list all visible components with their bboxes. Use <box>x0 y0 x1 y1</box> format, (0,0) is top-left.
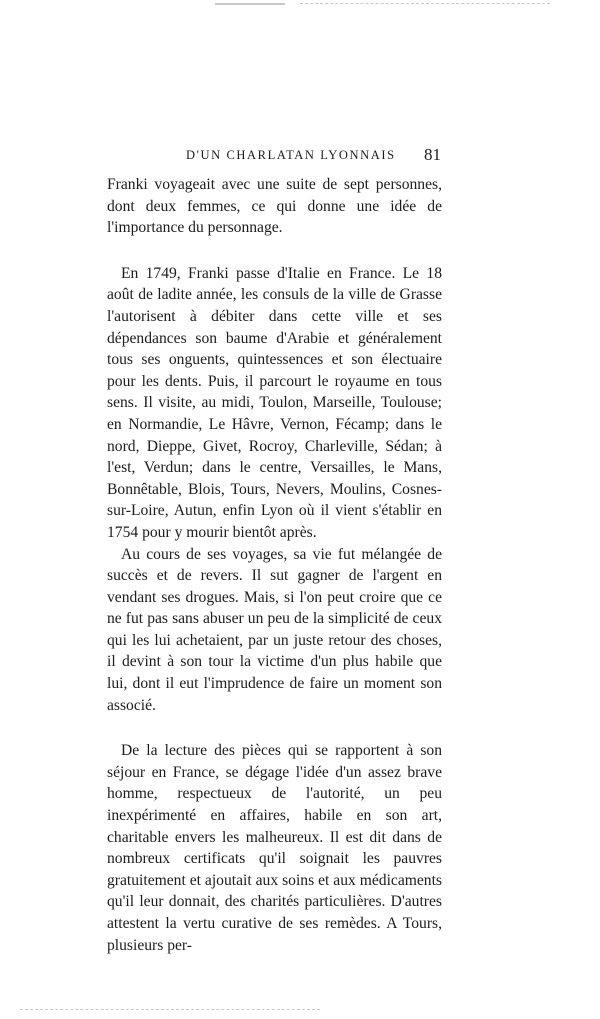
body-text <box>107 174 442 956</box>
paragraph-3: Au cours de ses voyages, sa vie fut mélangée de succès et de revers. Il sut gagner de l'argent en vendant ses drogues. Mais, si l'on peut croire que ce ne fut pas sans abuser un peu de la simplicité de ceux qui les lui achetaient, par un juste retour des choses, il devint à son tour la victime d'un plus habile que lui, dont il eut l'imprudence de faire un moment son associé. <box>107 545 442 714</box>
paragraph-2: En 1749, Franki passe d'Italie en France. Le 18 août de ladite année, les consuls de la ville de Grasse l'autorisent à débiter dans cette ville et ses dépendances son baume d'Arabie et généralement tous ses onguents, quintessences et son électuaire pour les dents. Puis, il parcourt le royaume en tous sens. Il visite, au midi, Toulon, Marseille, Toulouse; en Normandie, Le Hâvre, Vernon, Fécamp; dans le nord, Dieppe, Givet, Rocroy, Charleville, Sédan; à l'est, Verdun; dans le centre, Versailles, le Mans, Bonnêtable, Blois, Tours, Nevers, Moulins, Cosnes-sur-Loire, Autun, enfin Lyon où il vient s'établir en 1754 pour y mourir bientôt après. <box>107 264 442 541</box>
scan-artifact-bottom-dashes <box>20 1009 320 1011</box>
scan-artifact-top <box>215 3 285 5</box>
running-head: D'UN CHARLATAN LYONNAIS <box>186 148 396 162</box>
paragraph-1: Franki voyageait avec une suite de sept personnes, dont deux femmes, ce qui donne une idée de l'importance du personnage. <box>107 176 442 237</box>
paragraph-4: De la lecture des pièces qui se rapportent à son séjour en France, se dégage l'idée d'un assez brave homme, respectueux de l'autorité, un peu inexpérimenté en affaires, habile en son art, charitable envers les malheureux. Il est dit dans de nombreux certificats qu'il soignait les pauvres gratuitement et ajoutait aux soins et aux médicaments qu'il leur donnait, des charités particulières. D'autres attestent la vertu curative de ses remèdes. A Tours, plusieurs per- <box>107 742 442 954</box>
page-header <box>186 145 441 172</box>
scan-artifact-top-dashes <box>300 3 550 5</box>
page-number: 81 <box>424 145 441 164</box>
